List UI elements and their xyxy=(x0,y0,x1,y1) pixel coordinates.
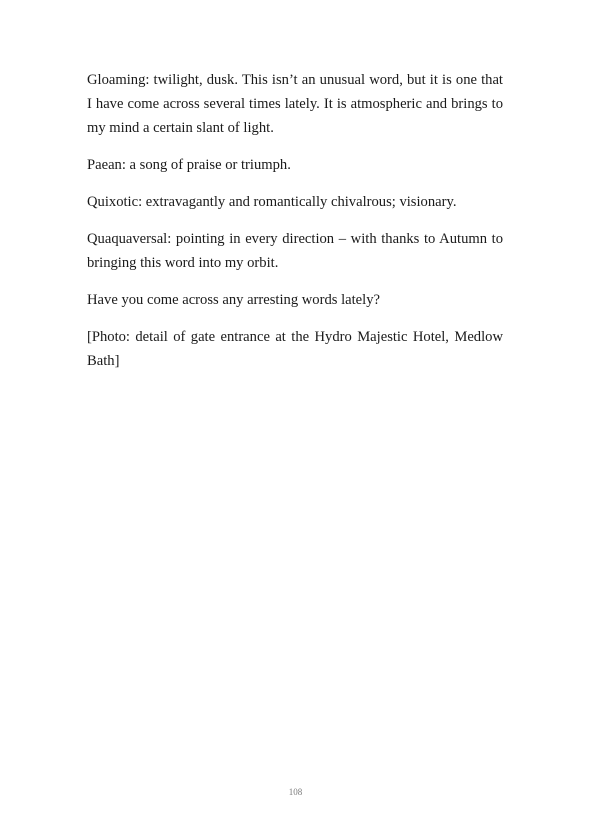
paragraph-quixotic: Quixotic: extravagantly and romantically chivalrous; visionary. xyxy=(87,194,457,210)
paragraph-photo-caption: [Photo: detail of gate entrance at the Hydro Majestic Hotel, Medlow Bath] xyxy=(87,329,503,369)
page-number: 108 xyxy=(288,787,303,797)
paragraph-question: Have you come across any arresting words lately? xyxy=(87,292,380,308)
paragraph-gloaming: Gloaming: twilight, dusk. This isn’t an unusual word, but it is one that I have come across several times lately. It is atmospheric and brings to my mind a certain slant of light. xyxy=(87,72,503,136)
paragraph-quaquaversal: Quaquaversal: pointing in every direction – with thanks to Autumn to bringing this word into my orbit. xyxy=(87,231,503,271)
paragraph-paean: Paean: a song of praise or triumph. xyxy=(87,157,291,173)
page-body xyxy=(87,68,503,386)
